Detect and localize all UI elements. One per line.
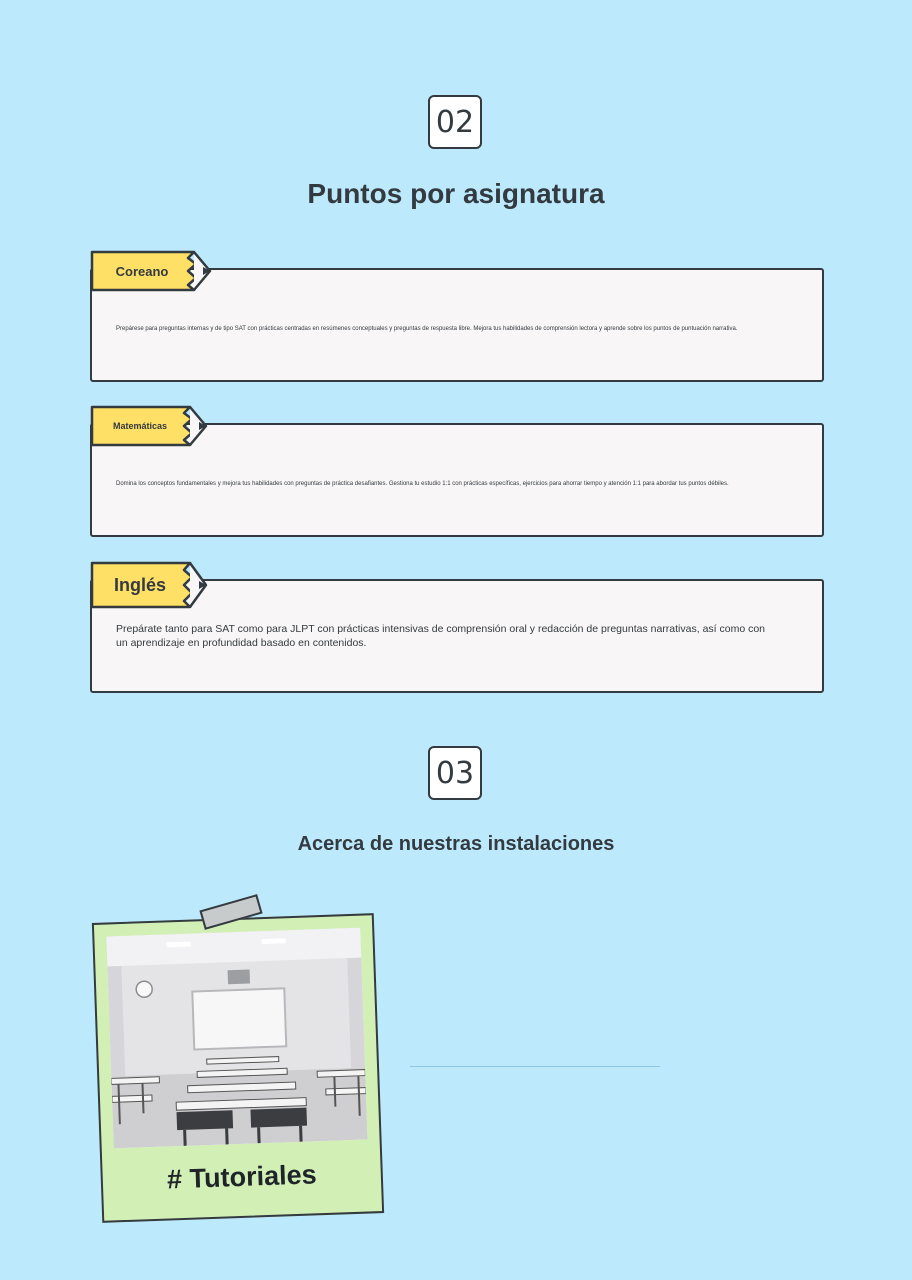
subject-tag <box>90 405 212 447</box>
facility-photo-card <box>92 913 384 1223</box>
subject-tag <box>90 250 212 292</box>
section-number: 03 <box>435 755 475 791</box>
section-number-badge <box>428 95 482 149</box>
section-title: Acerca de nuestras instalaciones <box>297 833 615 855</box>
subject-card-math <box>90 405 824 537</box>
divider-line <box>410 1066 660 1067</box>
subject-tag-label: Inglés <box>113 574 166 595</box>
classroom-photo <box>106 928 367 1149</box>
subject-tag-label: Coreano <box>115 263 169 279</box>
subject-card-english <box>90 561 824 693</box>
subject-tag <box>90 561 212 603</box>
subject-description: Prepárate tanto para SAT como para JLPT con prácticas intensivas de comprensión oral y redacción de preguntas narrativas, así como con un aprendizaje en profundidad basado en contenidos. <box>116 623 766 649</box>
section-number: 02 <box>435 104 475 140</box>
section-title: Puntos por asignatura <box>307 178 605 209</box>
photo-caption: # Tutoriales <box>166 1159 318 1195</box>
subject-tag-label: Matemáticas <box>112 421 168 431</box>
section-number-badge <box>428 746 482 800</box>
subject-description: Prepárese para preguntas internas y de tipo SAT con prácticas centradas en resúmenes conceptuales y preguntas de respuesta libre. Mejora tus habilidades de comprensión lectora y aprende sobre los puntos de puntuación narrativa. <box>116 326 738 332</box>
subject-card-korean <box>90 250 824 382</box>
subject-description: Domina los conceptos fundamentales y mejora tus habilidades con preguntas de práctica desafiantes. Gestiona tu estudio 1:1 con prácticas específicas, ejercicios para ahorrar tiempo y atención 1:1 para abordar tus puntos débiles. <box>116 481 729 487</box>
